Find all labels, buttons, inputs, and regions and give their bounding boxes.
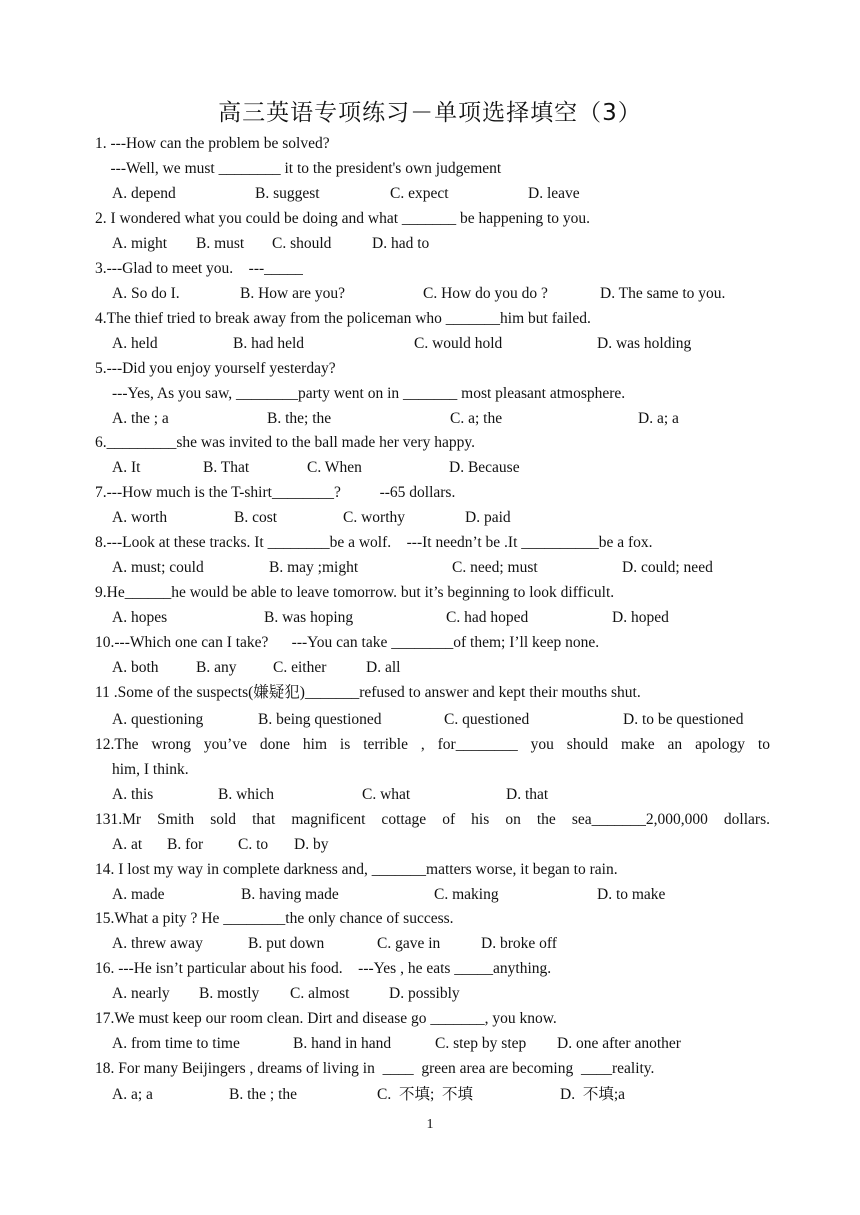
option-b: B. which xyxy=(218,786,274,803)
option-a: A. hopes xyxy=(112,609,168,626)
option-b: B. put down xyxy=(248,935,325,952)
question-18: 18. For many Beijingers , dreams of living in ____ green area are becoming ____reality. xyxy=(95,1060,655,1077)
option-b: B. the; the xyxy=(267,410,332,427)
option-c: C. almost xyxy=(290,985,350,1002)
option-d: D. paid xyxy=(465,509,511,526)
option-d: D. a; a xyxy=(638,410,679,427)
option-c: C. to xyxy=(238,836,269,853)
option-b: B. any xyxy=(196,659,237,676)
option-d: D. 不填;a xyxy=(560,1086,626,1103)
option-b: B. That xyxy=(203,459,250,476)
option-b: B. must xyxy=(196,235,245,252)
option-a: A. questioning xyxy=(112,711,204,728)
question-8: 8.---Look at these tracks. It ________be a wolf. ---It needn’t be .It __________be a fox. xyxy=(95,534,653,551)
option-d: D. all xyxy=(366,659,401,676)
option-b: B. had held xyxy=(233,335,305,352)
option-a: A. this xyxy=(112,786,154,803)
option-b: B. was hoping xyxy=(264,609,354,626)
option-a: A. held xyxy=(112,335,158,352)
question-11: 11 .Some of the suspects(嫌疑犯)_______refused to answer and kept their mouths shut. xyxy=(95,684,641,701)
option-c: C. step by step xyxy=(435,1035,527,1052)
option-d: D. to make xyxy=(597,886,666,903)
option-b: B. having made xyxy=(241,886,339,903)
option-a: A. might xyxy=(112,235,168,252)
option-a: A. threw away xyxy=(112,935,203,952)
option-d: D. could; need xyxy=(622,559,713,576)
question-17: 17.We must keep our room clean. Dirt and disease go _______, you know. xyxy=(95,1010,557,1027)
question-9: 9.He______he would be able to leave tomorrow. but it’s beginning to look difficult. xyxy=(95,584,615,601)
option-c: C. making xyxy=(434,886,499,903)
option-d: D. by xyxy=(294,836,329,853)
option-d: D. had to xyxy=(372,235,430,252)
option-a: A. made xyxy=(112,886,165,903)
question-10: 10.---Which one can I take? ---You can take ________of them; I’ll keep none. xyxy=(95,634,600,651)
option-c: C. should xyxy=(272,235,332,252)
option-a: A. the ; a xyxy=(112,410,169,427)
option-a: A. must; could xyxy=(112,559,204,576)
option-d: D. hoped xyxy=(612,609,669,626)
question-12: 12.The wrong you’ve done him is terrible , for________ you should make an apology to xyxy=(95,736,770,753)
option-a: A. from time to time xyxy=(112,1035,240,1052)
option-d: D. leave xyxy=(528,185,580,202)
question-3: 3.---Glad to meet you. ---_____ xyxy=(95,260,303,277)
option-b: B. hand in hand xyxy=(293,1035,392,1052)
question-16: 16. ---He isn’t particular about his food. ---Yes , he eats _____anything. xyxy=(95,960,552,977)
option-b: B. How are you? xyxy=(240,285,346,302)
option-a: A. both xyxy=(112,659,159,676)
option-c: C. 不填; 不填 xyxy=(377,1086,474,1103)
question-1-line-2: ---Well, we must ________ it to the president's own judgement xyxy=(95,160,502,177)
option-b: B. the ; the xyxy=(229,1086,298,1103)
question-14: 14. I lost my way in complete darkness and, _______matters worse, it began to rain. xyxy=(95,861,618,878)
option-b: B. mostly xyxy=(199,985,260,1002)
option-d: D. one after another xyxy=(557,1035,681,1052)
option-a: A. at xyxy=(112,836,143,853)
question-5: 5.---Did you enjoy yourself yesterday? xyxy=(95,360,336,377)
option-d: D. broke off xyxy=(481,935,557,952)
option-c: C. would hold xyxy=(414,335,503,352)
page-number: 1 xyxy=(426,1117,434,1132)
option-a: A. depend xyxy=(112,185,176,202)
question-18-options xyxy=(112,1085,812,1185)
question-2: 2. I wondered what you could be doing and what _______ be happening to you. xyxy=(95,210,591,227)
question-5-line-2: ---Yes, As you saw, ________party went on in _______ most pleasant atmosphere. xyxy=(112,385,626,402)
option-c: C. How do you do ? xyxy=(423,285,548,302)
option-b: B. cost xyxy=(234,509,278,526)
option-b: B. being questioned xyxy=(258,711,382,728)
option-a: A. nearly xyxy=(112,985,170,1002)
option-c: C. a; the xyxy=(450,410,503,427)
option-c: C. what xyxy=(362,786,411,803)
option-a: A. a; a xyxy=(112,1086,153,1103)
option-c: C. expect xyxy=(390,185,449,202)
question-1: 1. ---How can the problem be solved? xyxy=(95,135,330,152)
question-4: 4.The thief tried to break away from the policeman who _______him but failed. xyxy=(95,310,591,327)
option-c: C. worthy xyxy=(343,509,405,526)
question-7: 7.---How much is the T-shirt________? --65 dollars. xyxy=(95,484,456,501)
option-c: C. gave in xyxy=(377,935,441,952)
question-12-line-2: him, I think. xyxy=(112,761,189,778)
option-d: D. was holding xyxy=(597,335,692,352)
option-c: C. either xyxy=(273,659,327,676)
option-c: C. questioned xyxy=(444,711,530,728)
option-d: D. that xyxy=(506,786,549,803)
option-a: A. So do I. xyxy=(112,285,180,302)
question-6: 6._________she was invited to the ball made her very happy. xyxy=(95,434,475,451)
question-13: 131.Mr Smith sold that magnificent cottage of his on the sea_______2,000,000 dollars. xyxy=(95,811,770,828)
option-d: D. The same to you. xyxy=(600,285,726,302)
option-d: D. Because xyxy=(449,459,520,476)
option-b: B. suggest xyxy=(255,185,320,202)
option-d: D. possibly xyxy=(389,985,460,1002)
question-15: 15.What a pity ? He ________the only chance of success. xyxy=(95,910,454,927)
option-b: B. for xyxy=(167,836,204,853)
option-a: A. It xyxy=(112,459,141,476)
option-c: C. When xyxy=(307,459,362,476)
option-c: C. had hoped xyxy=(446,609,529,626)
option-a: A. worth xyxy=(112,509,168,526)
option-c: C. need; must xyxy=(452,559,538,576)
option-b: B. may ;might xyxy=(269,559,359,576)
page-title: 高三英语专项练习－单项选择填空（3） xyxy=(218,100,642,126)
option-d: D. to be questioned xyxy=(623,711,744,728)
